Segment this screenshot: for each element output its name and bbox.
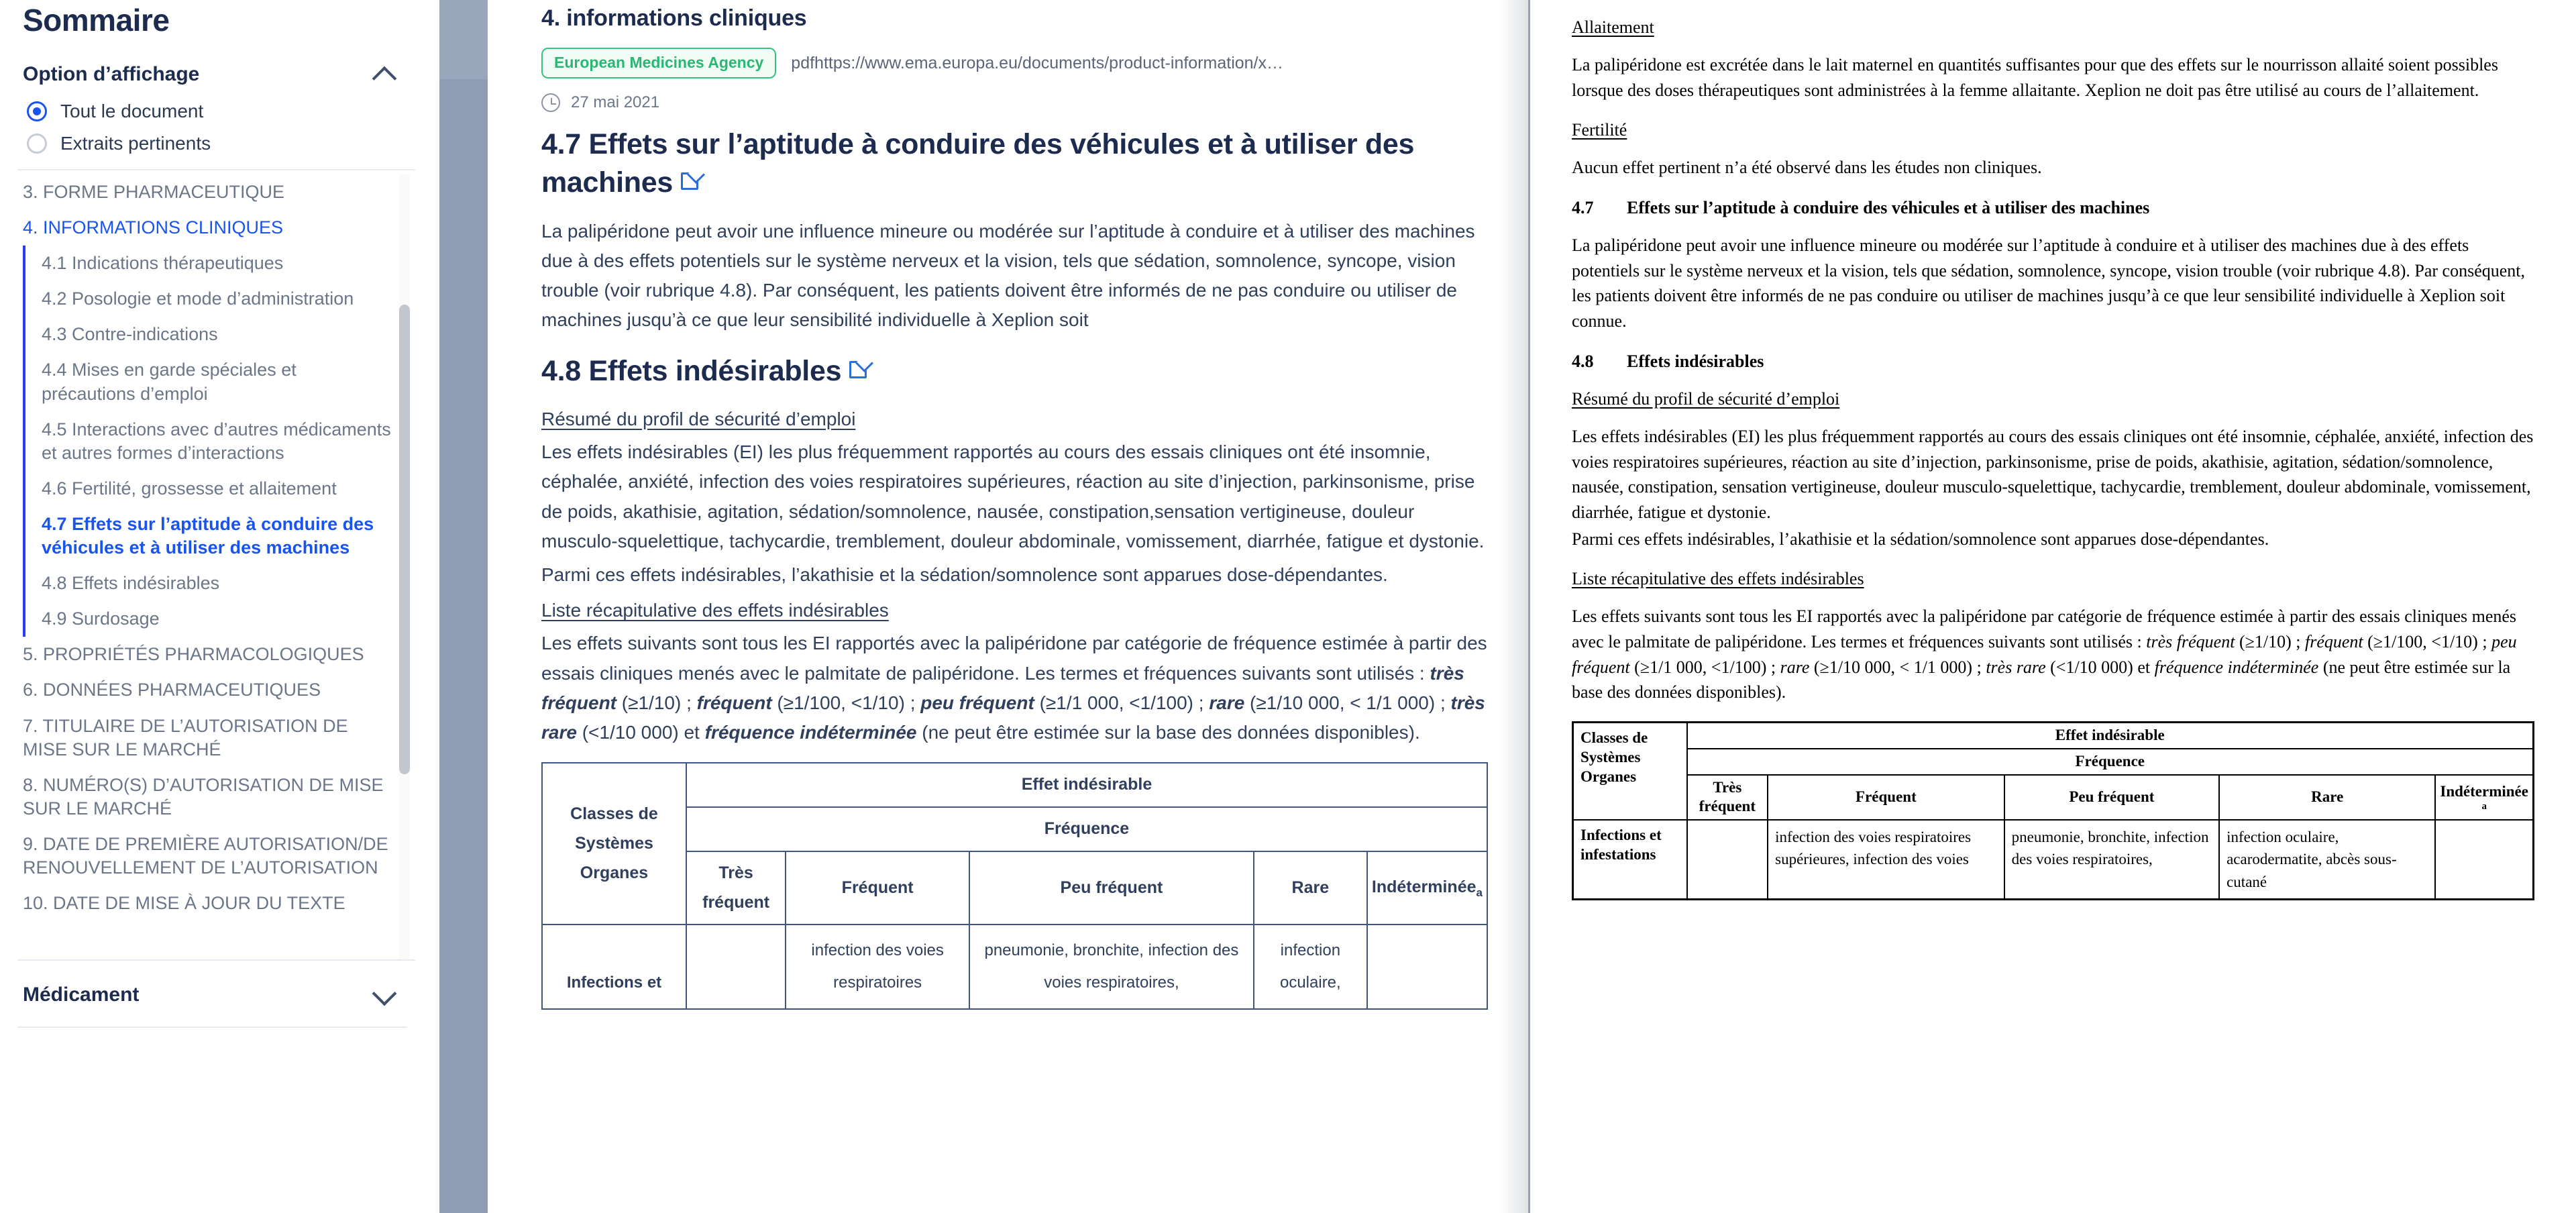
- table-column-header: Peu fréquent: [969, 851, 1254, 925]
- frequency-term: très fréquent: [541, 662, 1464, 713]
- frequency-range: (<1/10 000) et: [576, 722, 705, 743]
- frequency-range: (≥1/10 000, < 1/1 000) ;: [1809, 657, 1986, 677]
- toc-subgroup: [23, 246, 392, 637]
- table-row: [542, 763, 1487, 807]
- toc-item[interactable]: 5. PROPRIÉTÉS PHARMACOLOGIQUES: [23, 644, 364, 665]
- pdf-paragraph-resume: Les effets indésirables (EI) les plus fréquemment rapportés au cours des essais cliniques ont été insomnie, céphalée, anxiété, infection des voies respiratoires supérieures, réaction au site d’injection, parkinsonisme, prise de poids, akathisie, agitation, sédation/somnolence, nausée, constipation, sensation vertigineuse, douleur musculo-squelettique, tachycardie, tremblement, douleur abdominale, vomissement, diarrhée, fatigue et dystonie.: [1572, 426, 2534, 522]
- pdf-heading-4-7: [1572, 198, 2534, 218]
- clock-icon: [541, 93, 560, 112]
- radio-option-tout-le-document[interactable]: [0, 101, 425, 122]
- toc-item[interactable]: 10. DATE DE MISE À JOUR DU TEXTE: [23, 893, 345, 914]
- pdf-subheading-fertilite: Fertilité: [1572, 120, 1627, 140]
- table-footnote-marker: a: [1476, 886, 1483, 900]
- pdf-paragraph-4-7: La palipéridone peut avoir une influence mineure ou modérée sur l’aptitude à conduire et à utiliser des machines due à des effets potentiels sur le système nerveux et la vision, tels que sédation, somnolence, syncope, vision trouble (voir rubrique 4.8). Par conséquent, les patients doivent être informés de ne pas conduire ou utiliser de machines jusqu’à ce que leur sensibilité individuelle à Xeplion soit connue.: [1572, 235, 2526, 331]
- table-column-header: Très fréquent: [1687, 775, 1768, 821]
- pdf-table-span-effect: Effet indésirable: [1687, 723, 2534, 749]
- source-url[interactable]: pdfhttps://www.ema.europa.eu/documents/product-information/x…: [791, 53, 1284, 72]
- toc-sub-item[interactable]: 4.2 Posologie et mode d’administration: [42, 288, 354, 309]
- toc-sub-item[interactable]: 4.1 Indications thérapeutiques: [42, 253, 284, 274]
- heading-4-7-text: 4.7 Effets sur l’aptitude à conduire des véhicules et à utiliser des machines: [541, 128, 1415, 199]
- source-badge[interactable]: European Medicines Agency: [541, 48, 776, 78]
- pdf-table-corner-header: Classes de Systèmes Organes: [1573, 723, 1687, 821]
- frequency-range: (≥1/10) ;: [616, 692, 697, 713]
- table-row: [542, 925, 1487, 1009]
- toc-list: [17, 174, 415, 921]
- toc-sub-item[interactable]: 4.9 Surdosage: [42, 609, 160, 629]
- frequency-range: (≥1/1 000, <1/100) ;: [1629, 657, 1780, 677]
- pdf-paragraph-frequences: [1572, 604, 2534, 705]
- radio-label: Tout le document: [60, 101, 204, 121]
- frequency-term: peu fréquent: [920, 692, 1034, 713]
- frequency-term: rare: [1209, 692, 1245, 713]
- frequency-term: fréquence indéterminée: [2154, 657, 2319, 677]
- table-cell: infection des voies respiratoires: [786, 925, 969, 1009]
- pdf-heading-4-8: [1572, 352, 2534, 372]
- pdf-paragraph-frequences-lead: Les effets suivants sont tous les EI rapportés avec la palipéridone par catégorie de fréquence estimée à partir des essais cliniques menés avec le palmitate de palipéridone. Les termes et fréquences suivants sont utilisés :: [1572, 606, 2517, 651]
- frequency-term: très rare: [541, 692, 1485, 743]
- date-row: [541, 93, 1488, 112]
- table-cell: infection des voies respiratoires supérieures, infection des voies: [1768, 820, 2004, 900]
- frequency-range: (ne peut être estimée sur la base des données disponibles).: [1572, 657, 2511, 702]
- frequency-term: très fréquent: [2146, 631, 2235, 651]
- document-panel[interactable]: [504, 0, 1528, 1213]
- table-cell: [1367, 925, 1487, 1009]
- table-cell: infection oculaire,: [1254, 925, 1367, 1009]
- radio-icon-unselected[interactable]: [27, 134, 47, 154]
- toc-item[interactable]: 3. FORME PHARMACEUTIQUE: [23, 182, 285, 202]
- page-title: Sommaire: [23, 3, 170, 38]
- pdf-subheading-liste: Liste récapitulative des effets indésirables: [1572, 569, 1864, 589]
- table-cell: [1687, 820, 1768, 900]
- heading-4-7: [541, 125, 1488, 202]
- pdf-heading-4-7-text: Effets sur l’aptitude à conduire des véhicules et à utiliser des machines: [1627, 198, 2150, 218]
- sidebar: [0, 0, 425, 1213]
- chevron-up-icon[interactable]: [372, 63, 395, 86]
- frequency-term: peu fréquent: [1572, 631, 2517, 677]
- table-row: [1573, 723, 2534, 749]
- table-span-effect: Effet indésirable: [686, 763, 1487, 807]
- frequency-range: (≥1/100, <1/10) ;: [2363, 631, 2492, 651]
- display-option-label: Option d’affichage: [23, 63, 200, 85]
- pdf-heading-4-8-number: 4.8: [1572, 351, 1594, 371]
- external-link-icon[interactable]: [849, 361, 867, 378]
- toc-sub-item[interactable]: 4.5 Interactions avec d’autres médicaments et autres formes d’interactions: [42, 419, 391, 463]
- panel-gutter: [425, 0, 504, 1213]
- paragraph-4-7: La palipéridone peut avoir une influence mineure ou modérée sur l’aptitude à conduire et à utiliser des machines due à des effets potentiels sur le système nerveux et la vision, tels que sédation, somnolence, syncope, vision trouble (voir rubrique 4.8). Par conséquent, les patients doivent être informés de ne pas conduire ou utiliser de machines jusqu’à ce que leur sensibilité individuelle à Xeplion soit: [541, 220, 1475, 331]
- subheading-liste-recapitulative: Liste récapitulative des effets indésirables: [541, 600, 889, 621]
- pdf-preview-panel[interactable]: [1528, 0, 2576, 1213]
- paragraph-parmi: Parmi ces effets indésirables, l’akathisie et la sédation/somnolence sont apparues dose-dépendantes.: [541, 564, 1388, 586]
- pdf-paragraph-allaitement: La palipéridone est excrétée dans le lait maternel en quantités suffisantes pour que des effets sur le nourrisson allaité soient possibles lorsque des doses thérapeutiques sont administrées à la femme allaitante. Xeplion ne doit pas être utilisé au cours de l’allaitement.: [1572, 55, 2498, 100]
- toc-sub-item[interactable]: 4.6 Fertilité, grossesse et allaitement: [42, 478, 337, 498]
- table-column-header: Indéterminée a: [2435, 775, 2533, 821]
- table-cell: [686, 925, 786, 1009]
- toc-item[interactable]: 8. NUMÉRO(S) D’AUTORISATION DE MISE SUR LE MARCHÉ: [23, 774, 384, 819]
- pdf-heading-4-8-text: Effets indésirables: [1627, 351, 1764, 371]
- pdf-table-span-frequence: Fréquence: [1687, 749, 2534, 775]
- sidebar-divider: [17, 1026, 407, 1028]
- toc-item[interactable]: 4. INFORMATIONS CLINIQUES: [23, 217, 284, 238]
- frequency-term: fréquence indéterminée: [704, 722, 917, 743]
- table-column-header: Rare: [1254, 851, 1367, 925]
- toc-sub-item[interactable]: 4.3 Contre-indications: [42, 324, 218, 345]
- pdf-paragraph-parmi: Parmi ces effets indésirables, l’akathisie et la sédation/somnolence sont apparues dose-dépendantes.: [1572, 529, 2269, 549]
- toc-sub-item[interactable]: 4.7 Effets sur l’aptitude à conduire des véhicules et à utiliser des machines: [42, 513, 374, 558]
- pdf-adverse-effects-table: [1572, 721, 2534, 900]
- paragraph-frequences-lead: Les effets suivants sont tous les EI rapportés avec la palipéridone par catégorie de fréquence estimée à partir des essais cliniques menés avec le palmitate de palipéridone. Les termes et fréquences suivants sont utilisés :: [541, 633, 1487, 684]
- toc-scroll-region[interactable]: [17, 169, 415, 961]
- radio-label: Extraits pertinents: [60, 133, 211, 154]
- document-date: 27 mai 2021: [571, 93, 660, 111]
- overlay-scrim: [439, 0, 488, 1213]
- table-column-header: Peu fréquent: [2004, 775, 2219, 821]
- table-cell: pneumonie, bronchite, infection des voies respiratoires,: [2004, 820, 2219, 900]
- table-cell: infection oculaire, acarodermatite, abcès sous-cutané: [2219, 820, 2435, 900]
- external-link-icon[interactable]: [681, 172, 698, 190]
- table-column-header: Fréquent: [786, 851, 969, 925]
- frequency-range: (<1/10 000) et: [2045, 657, 2155, 677]
- paragraph-frequences: [541, 629, 1488, 747]
- frequency-range: (≥1/10) ;: [2235, 631, 2305, 651]
- table-row: [1573, 749, 2534, 775]
- pdf-paragraph-fertilite: Aucun effet pertinent n’a été observé dans les études non cliniques.: [1572, 158, 2042, 178]
- frequency-range: (≥1/100, <1/10) ;: [771, 692, 921, 713]
- table-corner-header: Classes de Systèmes Organes: [542, 763, 686, 925]
- frequency-term: fréquent: [2304, 631, 2363, 651]
- medicament-label: Médicament: [23, 984, 140, 1006]
- table-column-header: Indéterminée$_a$: [1367, 851, 1487, 925]
- toc-sub-item[interactable]: 4.4 Mises en garde spéciales et précautions d’emploi: [42, 360, 297, 404]
- medicament-section-header[interactable]: [0, 984, 425, 1006]
- table-cell: [2435, 820, 2533, 900]
- frequency-range: (ne peut être estimée sur la base des données disponibles).: [916, 722, 1420, 743]
- chevron-down-icon[interactable]: [372, 984, 395, 1006]
- toc-item[interactable]: 6. DONNÉES PHARMACEUTIQUES: [23, 680, 321, 700]
- heading-4-8-text: 4.8 Effets indésirables: [541, 355, 842, 388]
- table-cell: pneumonie, bronchite, infection des voies respiratoires,: [969, 925, 1254, 1009]
- paragraph-resume: Les effets indésirables (EI) les plus fréquemment rapportés au cours des essais cliniques ont été insomnie, céphalée, anxiété, infection des voies respiratoires supérieures, réaction au site d’injection, parkinsonisme, prise de poids, akathisie, agitation, sédation/somnolence, nausée, constipation,sensation vertigineuse, douleur musculo-squelettique, tachycardie, tremblement, douleur abdominale, vomissement, diarrhée, fatigue et dystonie.: [541, 441, 1485, 551]
- source-row: [541, 48, 1488, 78]
- pdf-subheading-resume: Résumé du profil de sécurité d’emploi: [1572, 388, 1840, 409]
- radio-icon-selected[interactable]: [27, 101, 47, 121]
- pdf-heading-4-7-number: 4.7: [1572, 198, 1594, 218]
- toc-item[interactable]: 9. DATE DE PREMIÈRE AUTORISATION/DE RENOUVELLEMENT DE L’AUTORISATION: [23, 833, 388, 878]
- table-row-header: Infections et infestations: [1573, 820, 1687, 900]
- table-column-header: Fréquent: [1768, 775, 2004, 821]
- table-span-frequence: Fréquence: [686, 807, 1487, 851]
- frequency-range: (≥1/1 000, <1/100) ;: [1034, 692, 1210, 713]
- frequency-term: rare: [1780, 657, 1810, 677]
- table-row: [1573, 820, 2534, 900]
- table-row-header: Infections et: [542, 925, 686, 1009]
- table-footnote-marker: a: [2481, 801, 2487, 812]
- frequency-term: fréquent: [696, 692, 772, 713]
- pdf-subheading-allaitement: Allaitement: [1572, 17, 1654, 37]
- toc-item[interactable]: 7. TITULAIRE DE L’AUTORISATION DE MISE SUR LE MARCHÉ: [23, 715, 348, 759]
- table-row: [1573, 775, 2534, 821]
- table-column-header: Rare: [2219, 775, 2435, 821]
- toc-sub-item[interactable]: 4.8 Effets indésirables: [42, 573, 220, 594]
- frequency-range: (≥1/10 000, < 1/1 000) ;: [1244, 692, 1451, 713]
- radio-option-extraits-pertinents[interactable]: [0, 133, 425, 154]
- display-option-header[interactable]: [0, 63, 425, 86]
- subheading-resume-securite: Résumé du profil de sécurité d’emploi: [541, 409, 856, 430]
- table-column-header: Très fréquent: [686, 851, 786, 925]
- heading-4-8: [541, 352, 1488, 390]
- document-kicker: 4. informations cliniques: [541, 5, 807, 31]
- frequency-term: très rare: [1986, 657, 2046, 677]
- adverse-effects-table: [541, 762, 1488, 1010]
- sidebar-scrollbar-thumb[interactable]: [399, 305, 410, 774]
